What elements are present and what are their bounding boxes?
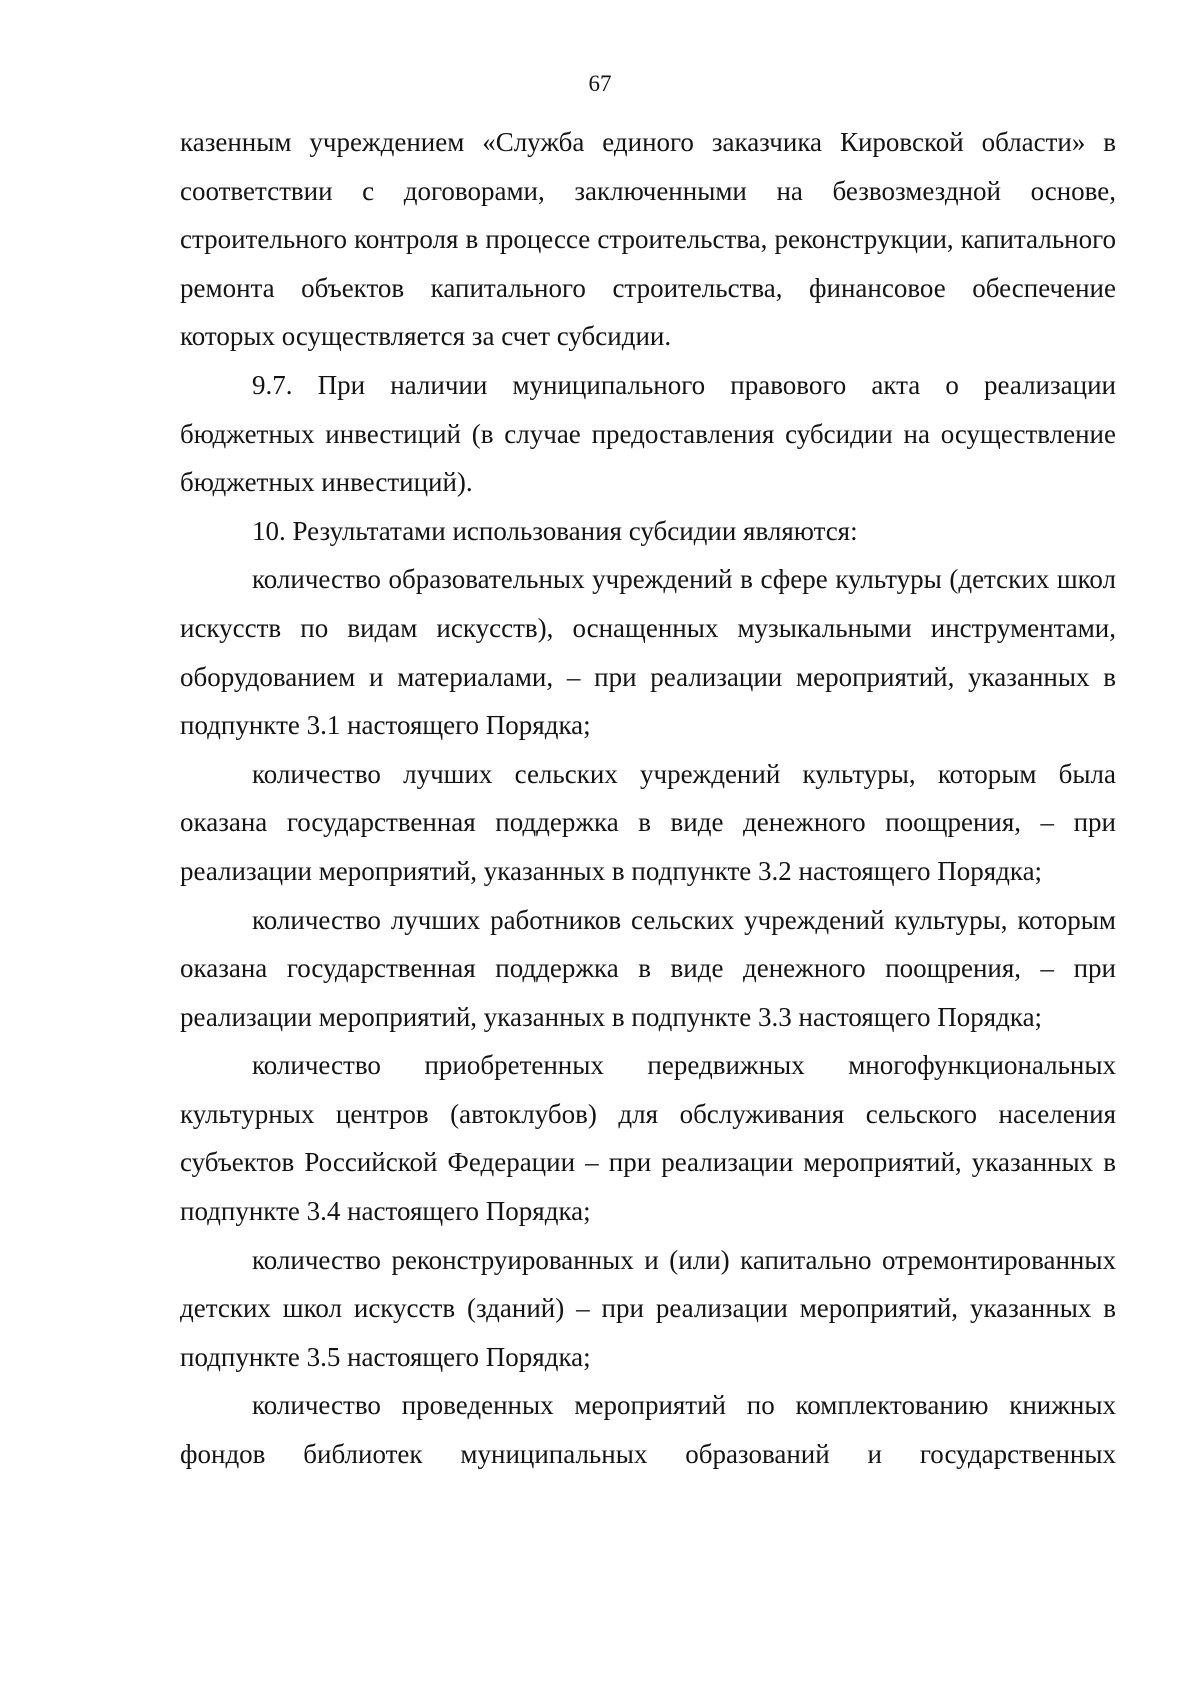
paragraph-10-heading: 10. Результатами использования субсидии являются: bbox=[252, 515, 858, 546]
paragraph-result-books: количество проведенных мероприятий по комплектованию книжных фондов библиотек муниципальных образований и государственных bbox=[180, 1390, 1116, 1470]
paragraph-result-3-3: количество лучших работников сельских учреждений культуры, которым оказана государственная поддержка в виде денежного поощрения, – при реализации мероприятий, указанных в подпункте 3.3 настоящего Порядка; bbox=[180, 904, 1116, 1032]
page-number: 67 bbox=[588, 71, 612, 96]
document-body bbox=[180, 118, 1116, 1479]
paragraph-result-3-4: количество приобретенных передвижных многофункциональных культурных центров (автоклубов) для обслуживания сельского населения субъектов Российской Федерации – при реализации мероприятий, указанных в подпункте 3.4 настоящего Порядка; bbox=[180, 1050, 1116, 1227]
paragraph-result-3-2: количество лучших сельских учреждений культуры, которым была оказана государственная поддержка в виде денежного поощрения, – при реализации мероприятий, указанных в подпункте 3.2 настоящего Порядка; bbox=[180, 758, 1116, 886]
paragraph-result-3-1: количество образовательных учреждений в сфере культуры (детских школ искусств по видам искусств), оснащенных музыкальными инструментами, оборудованием и материалами, – при реализации мероприятий, указанных в подпункте 3.1 настоящего Порядка; bbox=[180, 564, 1116, 741]
paragraph-result-3-5: количество реконструированных и (или) капитально отремонтированных детских школ искусств (зданий) – при реализации мероприятий, указанных в подпункте 3.5 настоящего Порядка; bbox=[180, 1244, 1116, 1372]
paragraph-9-7: 9.7. При наличии муниципального правового акта о реализации бюджетных инвестиций (в случае предоставления субсидии на осуществление бюджетных инвестиций). bbox=[180, 369, 1116, 498]
paragraph-continuation: казенным учреждением «Служба единого заказчика Кировской области» в соответствии с договорами, заключенными на безвозмездной основе, строительного контроля в процессе строительства, реконструкции, капитального ремонта объектов капитального строительства, финансовое обеспечение которых осуществляется за счет субсидии. bbox=[180, 127, 1116, 352]
